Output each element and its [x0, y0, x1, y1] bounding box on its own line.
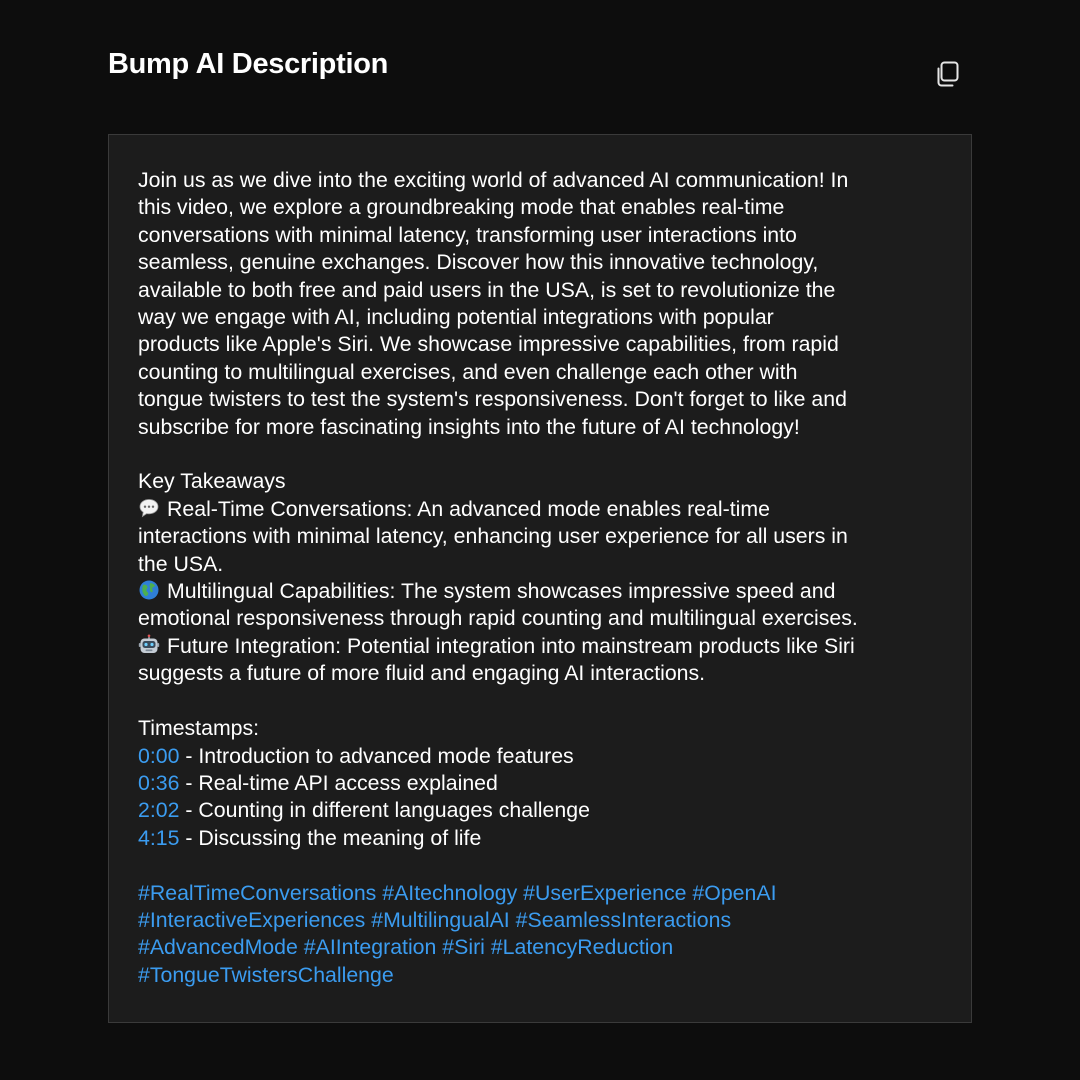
timestamp-row	[138, 797, 942, 824]
hashtag-link[interactable]: #RealTimeConversations	[138, 880, 377, 905]
hashtag-row	[138, 880, 942, 907]
description-line: tongue twisters to test the system's responsiveness. Don't forget to like and	[138, 387, 847, 412]
copy-icon	[934, 61, 960, 89]
timestamp-row	[138, 743, 942, 770]
timestamp-text: - Introduction to advanced mode features	[179, 743, 574, 768]
takeaway-item	[138, 496, 942, 523]
takeaways-section	[138, 468, 942, 687]
hashtag-link[interactable]: #AItechnology	[382, 880, 518, 905]
globe-emoji-icon	[138, 579, 160, 601]
hashtag-link[interactable]: #MultilingualAI	[371, 907, 510, 932]
hashtag-link[interactable]: #TongueTwistersChallenge	[138, 962, 394, 987]
timestamp-link[interactable]: 4:15	[138, 825, 180, 850]
takeaway-text: suggests a future of more fluid and engaging AI interactions.	[138, 661, 706, 686]
description-line: subscribe for more fascinating insights into the future of AI technology!	[138, 414, 800, 439]
speech-bubble-emoji-icon	[138, 497, 160, 519]
description-line: counting to multilingual exercises, and even challenge each other with	[138, 359, 798, 384]
hashtag-link[interactable]: #AdvancedMode	[138, 935, 298, 960]
hashtag-row	[138, 962, 942, 989]
description-line: conversations with minimal latency, transforming user interactions into	[138, 222, 797, 247]
timestamp-link[interactable]: 0:36	[138, 770, 180, 795]
description-line: this video, we explore a groundbreaking mode that enables real-time	[138, 195, 785, 220]
description-paragraph	[138, 167, 942, 441]
hashtag-link[interactable]: #InteractiveExperiences	[138, 907, 366, 932]
timestamp-link[interactable]: 2:02	[138, 798, 180, 823]
hashtag-link[interactable]: #LatencyReduction	[490, 935, 674, 960]
description-line: Join us as we dive into the exciting world of advanced AI communication! In	[138, 168, 849, 192]
timestamp-row	[138, 770, 942, 797]
description-line: seamless, genuine exchanges. Discover how this innovative technology,	[138, 250, 819, 275]
hashtag-link[interactable]: #OpenAI	[692, 880, 777, 905]
takeaway-text: Future Integration: Potential integration into mainstream products like Siri	[167, 633, 855, 658]
takeaway-item	[138, 633, 942, 660]
timestamps-section	[138, 715, 942, 852]
takeaway-text: Real-Time Conversations: An advanced mode enables real-time	[167, 496, 770, 521]
hashtag-row	[138, 907, 942, 934]
timestamp-link[interactable]: 0:00	[138, 743, 180, 768]
timestamp-text: - Real-time API access explained	[179, 770, 498, 795]
timestamps-heading: Timestamps:	[138, 716, 260, 741]
robot-emoji-icon	[138, 634, 160, 656]
description-line: products like Apple's Siri. We showcase impressive capabilities, from rapid	[138, 332, 839, 357]
takeaway-text: emotional responsiveness through rapid counting and multilingual exercises.	[138, 606, 858, 631]
spacer	[138, 441, 942, 468]
description-panel	[108, 134, 972, 1023]
hashtag-row	[138, 934, 942, 961]
takeaway-text: Multilingual Capabilities: The system showcases impressive speed and	[167, 579, 836, 604]
timestamp-row	[138, 825, 942, 852]
hashtags-section	[138, 880, 942, 990]
takeaways-heading: Key Takeaways	[138, 469, 286, 494]
takeaway-text: the USA.	[138, 551, 224, 576]
copy-button[interactable]	[928, 56, 966, 94]
timestamp-text: - Counting in different languages challenge	[179, 798, 590, 823]
hashtag-link[interactable]: #UserExperience	[523, 880, 687, 905]
takeaway-text: interactions with minimal latency, enhancing user experience for all users in	[138, 524, 848, 549]
spacer	[138, 852, 942, 879]
timestamp-text: - Discussing the meaning of life	[179, 825, 482, 850]
description-line: available to both free and paid users in the USA, is set to revolutionize the	[138, 277, 836, 302]
description-line: way we engage with AI, including potential integrations with popular	[138, 305, 774, 330]
hashtag-link[interactable]: #AIIntegration	[303, 935, 437, 960]
hashtag-link[interactable]: #Siri	[442, 935, 485, 960]
spacer	[138, 688, 942, 715]
page-title: Bump AI Description	[108, 48, 389, 80]
hashtag-link[interactable]: #SeamlessInteractions	[515, 907, 732, 932]
takeaway-item	[138, 578, 942, 605]
